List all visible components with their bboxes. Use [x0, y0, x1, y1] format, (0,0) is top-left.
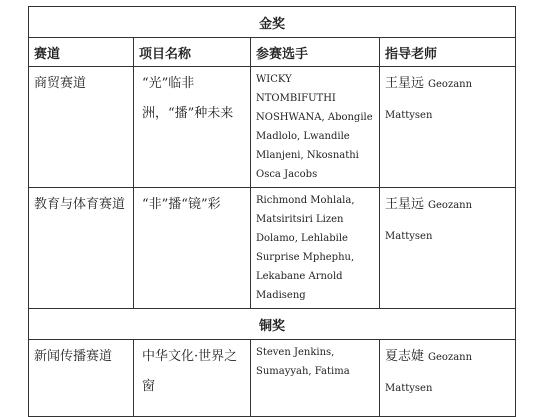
- advisor-en-name: Geozann Mattysen: [385, 79, 473, 121]
- bronze-section-row: [29, 309, 516, 340]
- track-cell: 新闻传播赛道: [29, 340, 134, 417]
- advisor-cell: [380, 340, 516, 417]
- contestants-header: 参赛选手: [251, 38, 380, 67]
- track-cell: 教育与体育赛道: [29, 188, 134, 309]
- table-row: [29, 188, 516, 309]
- advisor-en-name: Geozann Mattysen: [385, 200, 473, 242]
- advisor-cn-name: 夏志婕: [385, 349, 425, 364]
- gold-section-row: [29, 7, 516, 38]
- contestants-cell: Steven Jenkins, Sumayyah, Fatima: [251, 340, 380, 417]
- contestants-cell: WICKY NTOMBIFUTHI NOSHWANA, Abongile Madlolo, Lwandile Mlanjeni, Nkosnathi Osca Jacobs: [251, 67, 380, 188]
- contestants-cell: Richmond Mohlala, Matsiritsiri Lizen Dolamo, Lehlabile Surprise Mphephu, Lekabane Arnold Madiseng: [251, 188, 380, 309]
- track-header: 赛道: [29, 38, 134, 67]
- bronze-award-heading: 铜奖: [29, 309, 516, 340]
- project-cell: “非”播“镜”彩: [134, 188, 251, 309]
- table-row: [29, 340, 516, 417]
- advisor-en-name: Geozann Mattysen: [385, 352, 473, 394]
- advisor-cell: [380, 188, 516, 309]
- project-header: 项目名称: [134, 38, 251, 67]
- advisor-cell: [380, 67, 516, 188]
- table-row: [29, 67, 516, 188]
- project-cell: “光”临非洲，“播”种未来: [134, 67, 251, 188]
- advisor-cn-name: 王星远: [385, 76, 425, 91]
- advisor-cn-name: 王星远: [385, 197, 425, 212]
- advisor-header: 指导老师: [380, 38, 516, 67]
- gold-award-heading: 金奖: [29, 7, 516, 38]
- project-cell: 中华文化·世界之窗: [134, 340, 251, 417]
- awards-table: [28, 6, 516, 417]
- track-cell: 商贸赛道: [29, 67, 134, 188]
- header-row: [29, 38, 516, 67]
